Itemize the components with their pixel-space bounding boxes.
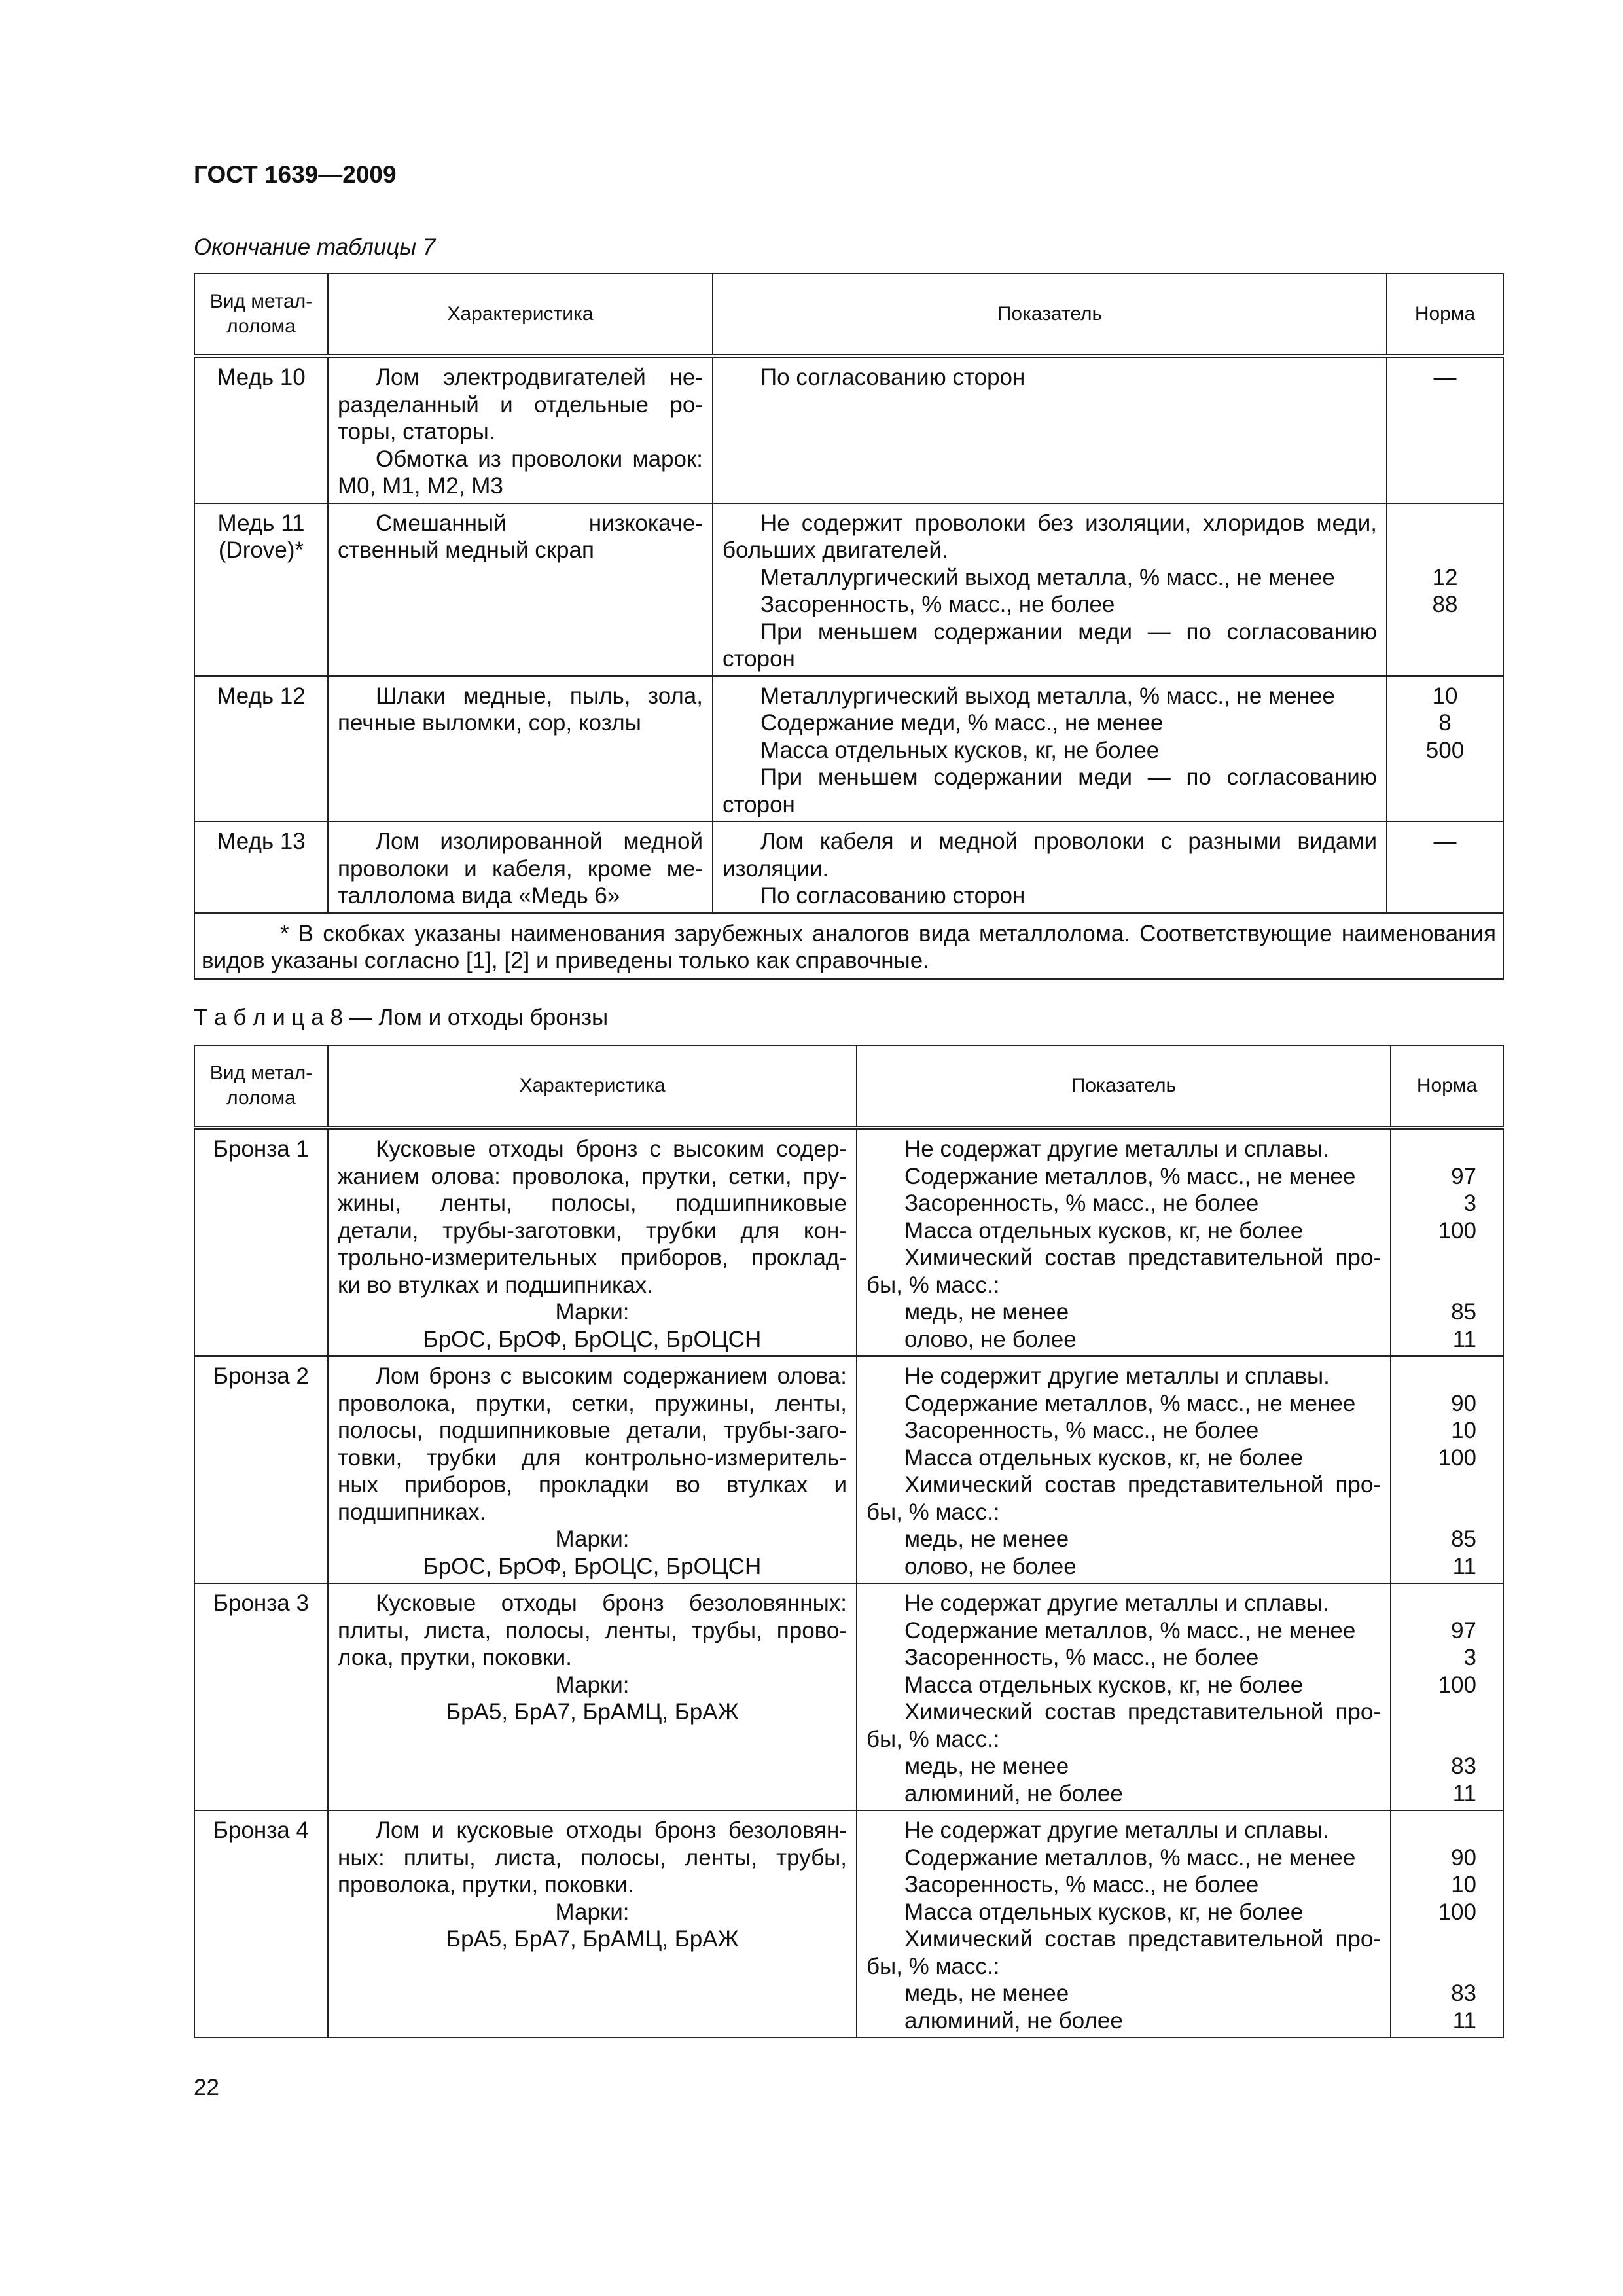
table-row <box>194 821 1503 913</box>
column-header-characteristic: Характеристика <box>328 274 713 356</box>
row-norm <box>1387 676 1503 822</box>
row-norm <box>1391 1583 1503 1810</box>
text-line: Шлаки медные, пыль, зола, <box>376 683 703 709</box>
text-line: медь, не менее <box>904 1299 1069 1325</box>
norm-value: 100 <box>1438 1672 1476 1698</box>
norm-value: 88 <box>1432 592 1458 617</box>
norm-value: 12 <box>1432 564 1458 590</box>
text-line: товки, трубки для контрольно-измеритель- <box>338 1444 847 1471</box>
marks-list: БрОС, БрОФ, БрОЦС, БрОЦСН <box>423 1553 762 1579</box>
text-line: жины, ленты, полосы, подшипниковые <box>338 1191 847 1216</box>
row-norm <box>1391 1356 1503 1583</box>
text-line: алюминий, не более <box>904 1780 1123 1806</box>
norm-value: 8 <box>1438 710 1452 736</box>
text-line: Химический состав представительной про- <box>904 1699 1381 1725</box>
text-line: М0, М1, М2, М3 <box>338 473 503 499</box>
row-kind: Бронза 3 <box>194 1583 328 1810</box>
text-line: торы, статоры. <box>338 419 495 444</box>
row-kind: Бронза 2 <box>194 1356 328 1583</box>
text-line: проволоки и кабеля, кроме ме- <box>338 855 703 882</box>
text-line: Кусковые отходы бронз безоловянных: <box>376 1590 847 1616</box>
text-line: жанием олова: проволока, прутки, сетки, пру- <box>338 1163 847 1189</box>
text-line: Обмотка из проволоки марок: <box>376 446 703 472</box>
row-kind: Медь 11 (Drove)* <box>194 503 328 676</box>
text-line: Не содержит другие металлы и сплавы. <box>904 1363 1330 1389</box>
norm-value: 97 <box>1451 1163 1476 1189</box>
text-line: Засоренность, % масс., не более <box>904 1645 1259 1670</box>
text-line: Масса отдельных кусков, кг, не более <box>904 1444 1304 1471</box>
column-header-kind: Вид метал- лолома <box>194 274 328 356</box>
text-line: При меньшем содержании меди — по согласованию <box>760 764 1377 790</box>
table8 <box>194 1045 1504 2038</box>
table-row <box>194 1583 1503 1810</box>
norm-value: 11 <box>1452 1326 1476 1352</box>
text-line: Масса отдельных кусков, кг, не более <box>904 1899 1304 1925</box>
marks-list: БрА5, БрА7, БрАМЦ, БрАЖ <box>446 1699 739 1725</box>
text-line: Химический состав представительной про- <box>904 1472 1381 1498</box>
text-line: сторон <box>722 791 795 817</box>
text-line: проволока, прутки, сетки, пружины, ленты, <box>338 1390 847 1416</box>
text-line: Кусковые отходы бронз с высоким содер- <box>376 1136 847 1162</box>
row-kind: Бронза 4 <box>194 1810 328 2037</box>
text-line: печные выломки, сор, козлы <box>338 710 641 736</box>
marks-list: БрОС, БрОФ, БрОЦС, БрОЦСН <box>423 1326 762 1352</box>
text-line: бы, % масс.: <box>866 1726 1000 1752</box>
row-indicator <box>857 1128 1391 1356</box>
row-indicator <box>713 821 1387 913</box>
marks-label: Марки: <box>555 1899 630 1925</box>
column-header-characteristic: Характеристика <box>328 1045 857 1128</box>
marks-label: Марки: <box>555 1672 630 1698</box>
row-kind: Медь 10 <box>194 356 328 503</box>
text-line: Засоренность, % масс., не более <box>904 1191 1259 1216</box>
table-row <box>194 676 1503 822</box>
text-line: Содержание меди, % масс., не менее <box>760 710 1164 736</box>
text-line: бы, % масс.: <box>866 1499 1000 1525</box>
text-line: Химический состав представительной про- <box>904 1926 1381 1952</box>
column-header-norm: Норма <box>1391 1045 1503 1128</box>
text-line: сторон <box>722 646 795 672</box>
text-line: Не содержит проволоки без изоляции, хлоридов меди, <box>760 510 1377 536</box>
text-line: Засоренность, % масс., не более <box>904 1872 1259 1897</box>
text-line: изоляции. <box>722 855 829 882</box>
table-row <box>194 1810 1503 2037</box>
norm-value: 90 <box>1451 1390 1476 1416</box>
text-line: Лом бронз с высоким содержанием олова: <box>376 1363 847 1389</box>
text-line: медь, не менее <box>904 1753 1069 1779</box>
text-line: лока, прутки, поковки. <box>338 1645 572 1670</box>
norm-value: 10 <box>1432 683 1458 709</box>
text-line: Масса отдельных кусков, кг, не более <box>904 1672 1304 1698</box>
page-number: 22 <box>194 2075 219 2100</box>
row-norm <box>1391 1810 1503 2037</box>
text-line: бы, % масс.: <box>866 1953 1000 1979</box>
norm-value: 100 <box>1438 1444 1476 1471</box>
text-line: проволока, прутки, поковки. <box>338 1872 634 1897</box>
text-line: Масса отдельных кусков, кг, не более <box>904 1217 1304 1244</box>
table7-footnote-row <box>194 913 1503 979</box>
norm-value: 85 <box>1451 1299 1476 1325</box>
text-line: Лом электродвигателей не- <box>376 365 703 390</box>
row-characteristic <box>328 821 713 913</box>
text-line: олово, не более <box>904 1553 1077 1579</box>
row-norm <box>1391 1128 1503 1356</box>
norm-value: 100 <box>1438 1217 1476 1244</box>
table7 <box>194 273 1504 980</box>
norm-value: 11 <box>1452 1780 1476 1806</box>
text-line: медь, не менее <box>904 1526 1069 1552</box>
table8-header-row <box>194 1045 1503 1128</box>
text-line: ных приборов, прокладки во втулках и <box>338 1472 847 1498</box>
text-line: Лом изолированной медной <box>376 829 703 854</box>
row-norm: — <box>1387 356 1503 503</box>
text-line: Содержание металлов, % масс., не менее <box>904 1163 1356 1189</box>
text-line: При меньшем содержании меди — по согласованию <box>760 619 1377 645</box>
row-characteristic <box>328 1356 857 1583</box>
row-indicator <box>713 676 1387 822</box>
text-line: разделанный и отдельные ро- <box>338 391 703 418</box>
text-line: Лом кабеля и медной проволоки с разными видами <box>760 829 1377 854</box>
norm-value: 83 <box>1451 1981 1476 2006</box>
row-characteristic <box>328 356 713 503</box>
row-norm <box>1387 503 1503 676</box>
marks-list: БрА5, БрА7, БрАМЦ, БрАЖ <box>446 1926 739 1952</box>
norm-value: 83 <box>1451 1753 1476 1779</box>
row-indicator <box>857 1356 1391 1583</box>
text-line: Содержание металлов, % масс., не менее <box>904 1617 1356 1643</box>
row-kind: Бронза 1 <box>194 1128 328 1356</box>
marks-label: Марки: <box>555 1299 630 1325</box>
text-line: детали, трубы-заготовки, трубки для кон- <box>338 1217 847 1244</box>
row-indicator <box>857 1583 1391 1810</box>
text-line: Масса отдельных кусков, кг, не более <box>760 737 1160 763</box>
row-norm: — <box>1387 821 1503 913</box>
marks-label: Марки: <box>555 1526 630 1552</box>
row-characteristic <box>328 1128 857 1356</box>
row-indicator <box>713 356 1387 503</box>
norm-value: 500 <box>1425 737 1465 763</box>
table7-caption: Окончание таблицы 7 <box>194 234 436 260</box>
row-characteristic <box>328 676 713 822</box>
text-line: Химический состав представительной про- <box>904 1245 1381 1270</box>
row-kind: Медь 12 <box>194 676 328 822</box>
table7-footnote: * В скобках указаны наименования зарубежных аналогов вида металлолома. Соответствующие наименования видов указаны согласно [1], [2] и приведены только как справочные. <box>194 913 1503 979</box>
row-characteristic <box>328 1810 857 2037</box>
text-line: Металлургический выход металла, % масс., не менее <box>760 564 1335 590</box>
norm-value: 3 <box>1463 1191 1476 1216</box>
text-line: полосы, подшипниковые детали, трубы-заго- <box>338 1418 847 1443</box>
text-line: По согласованию сторон <box>760 883 1026 908</box>
text-line: алюминий, не более <box>904 2007 1123 2034</box>
text-line: Не содержат другие металлы и сплавы. <box>904 1590 1330 1616</box>
column-header-indicator: Показатель <box>713 274 1387 356</box>
text-line: Засоренность, % масс., не более <box>904 1418 1259 1443</box>
column-header-kind: Вид метал- лолома <box>194 1045 328 1128</box>
row-characteristic <box>328 1583 857 1810</box>
table-row <box>194 1356 1503 1583</box>
norm-value: 90 <box>1451 1844 1476 1871</box>
row-characteristic <box>328 503 713 676</box>
table-row <box>194 503 1503 676</box>
text-line: Засоренность, % масс., не более <box>760 592 1115 617</box>
text-line: больших двигателей. <box>722 537 948 563</box>
table-row <box>194 356 1503 503</box>
table7-header-row <box>194 274 1503 356</box>
norm-value: 10 <box>1451 1872 1476 1897</box>
text-line: медь, не менее <box>904 1981 1069 2006</box>
column-header-indicator: Показатель <box>857 1045 1391 1128</box>
text-line: Смешанный низкокаче- <box>376 510 703 536</box>
text-line: Содержание металлов, % масс., не менее <box>904 1390 1356 1416</box>
text-line: подшипниках. <box>338 1499 486 1525</box>
text-line: таллолома вида «Медь 6» <box>338 883 620 908</box>
table-row <box>194 1128 1503 1356</box>
text-line: ственный медный скрап <box>338 537 594 563</box>
text-line: ных: плиты, листа, полосы, ленты, трубы, <box>338 1844 847 1871</box>
text-line: По согласованию сторон <box>760 365 1026 390</box>
norm-value: 85 <box>1451 1526 1476 1552</box>
norm-value: 11 <box>1452 2007 1476 2034</box>
table8-caption: Т а б л и ц а 8 — Лом и отходы бронзы <box>194 1005 609 1030</box>
norm-value: 10 <box>1451 1418 1476 1443</box>
text-line: ки во втулках и подшипниках. <box>338 1272 653 1298</box>
text-line: Лом и кусковые отходы бронз безоловян- <box>376 1818 847 1843</box>
row-indicator <box>857 1810 1391 2037</box>
norm-value: 3 <box>1463 1645 1476 1670</box>
column-header-norm: Норма <box>1387 274 1503 356</box>
text-line: трольно-измерительных приборов, проклад- <box>338 1245 847 1270</box>
row-kind: Медь 13 <box>194 821 328 913</box>
norm-value: 97 <box>1451 1617 1476 1643</box>
norm-value: 100 <box>1438 1899 1476 1925</box>
text-line: олово, не более <box>904 1326 1077 1352</box>
text-line: Содержание металлов, % масс., не менее <box>904 1844 1356 1871</box>
text-line: Металлургический выход металла, % масс., не менее <box>760 683 1335 709</box>
text-line: бы, % масс.: <box>866 1272 1000 1298</box>
text-line: Не содержат другие металлы и сплавы. <box>904 1136 1330 1162</box>
norm-value: 11 <box>1452 1553 1476 1579</box>
text-line: плиты, листа, полосы, ленты, трубы, прово- <box>338 1617 847 1643</box>
row-indicator <box>713 503 1387 676</box>
text-line: Не содержат другие металлы и сплавы. <box>904 1818 1330 1843</box>
document-title: ГОСТ 1639—2009 <box>194 161 397 188</box>
